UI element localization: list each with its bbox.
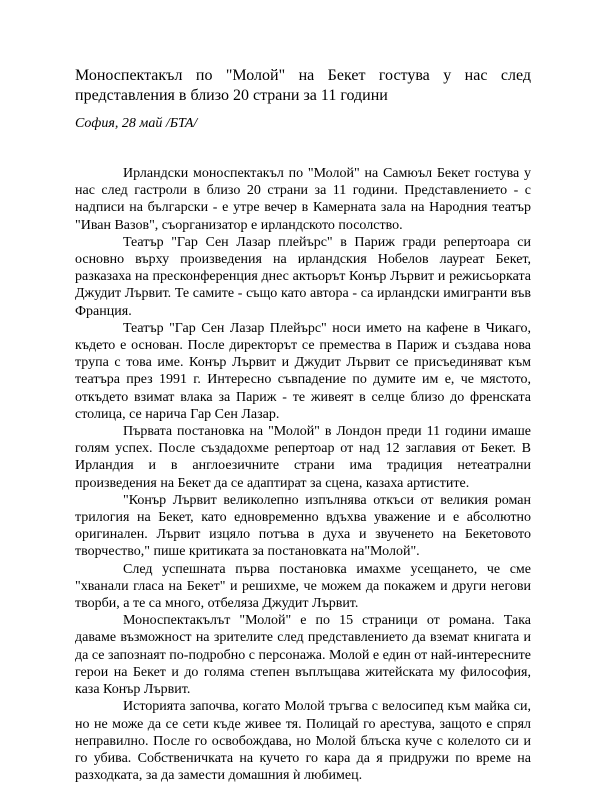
article-body — [75, 165, 531, 784]
paragraph: Моноспектакълът "Молой" е по 15 страници от романа. Така даваме възможност на зрителите след представлението да вземат книгата и да се запознаят по-подробно с персонажа. Молой е един от най-интересните герои на Бекет и до голяма степен въплъщава житейската му философия, каза Конър Лървит. — [75, 613, 531, 698]
paragraph: "Конър Лървит великолепно изпълнява откъси от великия роман трилогия на Бекет, като едновременно вдъхва уважение и е абсолютно оригинален. Лървит изцяло потъва в духа и звученето на Бекетовото творчество," пише критиката за постановката на"Молой". — [75, 492, 531, 560]
paragraph: Театър "Гар Сен Лазар Плейърс" носи името на кафене в Чикаго, където е основан. После директорът се премества в Париж и създава нова трупа с това име. Конър Лървит и Джудит Лървит се присъединяват към театъра през 1991 г. Интересно съвпадение по думите им е, че мястото, откъдето взимат влака за Париж - те живеят в селце близо до френската столица, се нарича Гар Сен Лазар. — [75, 320, 531, 422]
paragraph: След успешната първа постановка имахме усещането, че сме "хванали гласа на Бекет" и решихме, че можем да покажем и други негови творби, а те са много, отбеляза Джудит Лървит. — [75, 561, 531, 612]
article-dateline: София, 28 май /БТА/ — [75, 116, 198, 131]
paragraph: Историята започва, когато Молой тръгва с велосипед към майка си, но не може да се сети къде живее тя. Полицай го арестува, защото е спрял неправилно. После го освобождава, но Молой блъска куче с колелото си и го убива. Собственичката на кучето го кара да я придружи по време на разходката, за да замести домашния ѝ любимец. — [75, 699, 531, 784]
paragraph: Театър "Гар Сен Лазар плейърс" в Париж гради репертоара си основно върху произведения на ирландския Нобелов лауреат Бекет, разказаха на пресконференция днес актьорът Конър Лървит и режисьорката Джудит Лървит. Те самите - също като автора - са ирландски имигранти във Франция. — [75, 234, 531, 319]
paragraph: Ирландски моноспектакъл по "Молой" на Самюъл Бекет гостува у нас след гастроли в близо 20 страни за 11 години. Представлението - с надписи на български - е утре вечер в Камерната зала на Народния театър "Иван Вазов", съорганизатор е ирландското посолство. — [75, 166, 531, 233]
paragraph: Първата постановка на "Молой" в Лондон преди 11 години имаше голям успех. После създадохме репертоар от над 12 заглавия от Бекет. В Ирландия и в англоезичните страни има традиция нетеатрални произведения на Бекет да се адаптират за сцена, казаха артистите. — [75, 424, 531, 491]
article-headline: Моноспектакъл по "Молой" на Бекет гостува у нас след представления в близо 20 страни за 11 години — [75, 67, 531, 104]
